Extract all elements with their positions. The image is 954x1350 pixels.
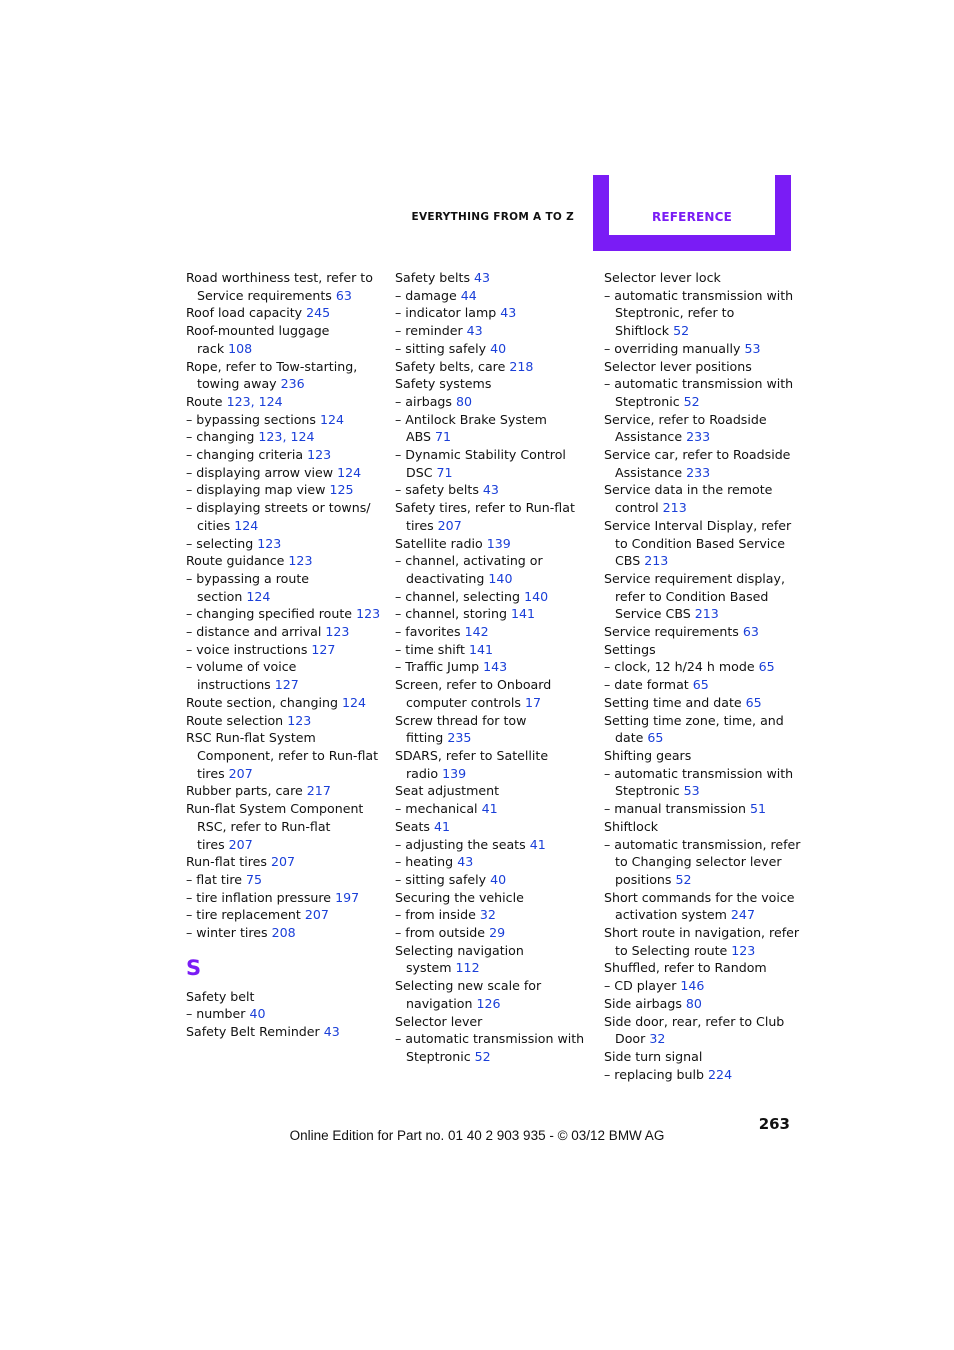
page-ref[interactable]: 52: [675, 871, 692, 887]
index-entry: Route selection 123: [186, 712, 312, 728]
index-subentry: – tire inflation pressure 197: [186, 889, 360, 905]
page-ref[interactable]: 32: [479, 907, 496, 923]
page-ref[interactable]: 247: [730, 907, 755, 923]
page-ref[interactable]: 43: [466, 323, 483, 339]
index-entry: Seats 41: [395, 818, 451, 834]
reference-tab-inner: [609, 175, 775, 235]
page-ref[interactable]: 41: [433, 818, 451, 834]
index-entry: Settings: [604, 641, 656, 657]
reference-tab-label: REFERENCE: [651, 210, 733, 224]
page-ref[interactable]: 125: [329, 482, 354, 498]
index-entry: Securing the vehicle: [395, 889, 524, 905]
page-ref[interactable]: 218: [509, 358, 534, 374]
page-ref[interactable]: 127: [311, 641, 336, 657]
index-subentry: – flat tire 75: [186, 871, 263, 887]
index-subentry: – distance and arrival 123: [186, 624, 350, 640]
index-entry: Route 123, 124: [186, 393, 283, 409]
page-ref[interactable]: 140: [488, 570, 513, 586]
page-ref[interactable]: 17: [524, 694, 542, 710]
index-subentry: – time shift 141: [395, 641, 494, 657]
section-title: EVERYTHING FROM A TO Z: [411, 211, 574, 223]
index-subentry: – channel, activating or deactivating 140: [395, 553, 543, 586]
index-subentry: – clock, 12 h/24 h mode 65: [604, 659, 775, 675]
page-ref[interactable]: 43: [482, 482, 499, 498]
index-entry: Shuffled, refer to Random: [604, 960, 767, 976]
index-entry: SDARS, refer to Satellite radio 139: [395, 747, 549, 781]
page-ref[interactable]: 213: [662, 500, 687, 516]
page-ref[interactable]: 80: [685, 995, 702, 1011]
index-subentry: – airbags 80: [395, 393, 473, 409]
index-subentry: – sitting safely 40: [395, 340, 507, 356]
index-subentry: – sitting safely 40: [395, 871, 507, 887]
page-ref[interactable]: 124: [234, 517, 259, 533]
index-entry: Safety tires, refer to Run-flat tires 207: [395, 500, 575, 533]
index-subentry: – automatic transmission with Steptronic 53: [604, 765, 794, 799]
page-ref[interactable]: 41: [529, 836, 546, 852]
page-ref[interactable]: 217: [306, 783, 331, 799]
page-ref[interactable]: 40: [249, 1006, 266, 1022]
page-ref[interactable]: 207: [228, 836, 253, 852]
page-ref[interactable]: 124: [320, 411, 345, 427]
page-ref[interactable]: 71: [435, 429, 452, 445]
page-ref[interactable]: 53: [683, 783, 700, 799]
page-ref[interactable]: 142: [464, 624, 489, 640]
index-entry: Service car, refer to Roadside Assistance 233: [604, 447, 791, 480]
index-entry: Roof-mounted luggage rack 108: [186, 323, 330, 356]
page-ref[interactable]: 235: [447, 730, 472, 746]
index-subentry: – displaying arrow view 124: [186, 464, 362, 480]
index-subentry: – reminder 43: [395, 323, 483, 339]
index-subentry: – heating 43: [395, 854, 474, 870]
page-ref[interactable]: 123: [288, 553, 313, 569]
index-entry: Selecting new scale for navigation 126: [395, 978, 542, 1011]
page-ref[interactable]: 65: [692, 677, 709, 693]
page-ref[interactable]: 123: [258, 429, 283, 445]
index-subentry: – replacing bulb 224: [604, 1066, 733, 1082]
page-ref[interactable]: 43: [474, 270, 491, 285]
index-entry: Service Interval Display, refer to Condition Based Service CBS 213: [604, 517, 792, 569]
index-subentry: – safety belts 43: [395, 482, 499, 498]
index-subentry: – displaying streets or towns/ cities 124: [186, 500, 371, 533]
index-entry: Route guidance 123: [186, 553, 313, 569]
index-subentry: – indicator lamp 43: [395, 305, 517, 321]
page-ref[interactable]: 124: [337, 464, 362, 480]
page-ref[interactable]: 207: [228, 765, 253, 781]
index-entry: Seat adjustment: [395, 783, 500, 799]
index-subentry: – volume of voice instructions 127: [186, 659, 299, 693]
index-entry: Selector lever: [395, 1013, 483, 1029]
page-ref[interactable]: 233: [686, 429, 711, 445]
index-subentry: – winter tires 208: [186, 925, 296, 941]
page-ref[interactable]: 236: [280, 376, 305, 392]
page-ref[interactable]: 123: [325, 624, 350, 640]
index-subentry: – channel, storing 141: [395, 606, 536, 622]
index-subentry: – channel, selecting 140: [395, 588, 549, 604]
page-ref[interactable]: 43: [457, 854, 474, 870]
index-entry: Side airbags 80: [604, 995, 702, 1011]
page-ref[interactable]: 63: [742, 624, 759, 640]
index-entry: Selector lever positions: [604, 358, 752, 374]
index-subentry: – from inside 32: [395, 907, 496, 923]
index-subentry: – automatic transmission with Steptronic 52: [604, 376, 794, 409]
index-subentry: – CD player 146: [604, 978, 705, 994]
page-ref[interactable]: 123: [287, 712, 312, 728]
page-ref[interactable]: 44: [460, 287, 477, 303]
index-entry: Setting time and date 65: [604, 694, 762, 710]
page-ref[interactable]: 124: [290, 429, 315, 445]
index-subentry: – changing 123, 124: [186, 429, 315, 445]
page-ref[interactable]: 213: [694, 606, 719, 622]
page-ref[interactable]: 124: [342, 694, 367, 710]
page-ref[interactable]: 233: [686, 464, 711, 480]
index-entry: Roof load capacity 245: [186, 305, 331, 321]
page-ref[interactable]: 75: [246, 871, 263, 887]
page-ref[interactable]: 123: [307, 447, 332, 463]
index-entry: Screen, refer to Onboard computer controls 17: [395, 677, 552, 710]
page-ref[interactable]: 127: [274, 677, 299, 693]
index-subentry: – Antilock Brake System ABS 71: [395, 411, 547, 445]
page-ref[interactable]: 32: [649, 1031, 666, 1047]
index-entry: Setting time zone, time, and date 65: [604, 712, 784, 746]
page-ref[interactable]: 52: [673, 323, 690, 339]
index-entry: Safety belt: [186, 988, 255, 1004]
page-ref[interactable]: 123: [226, 393, 251, 409]
index-entry: Rope, refer to Tow-starting, towing away 236: [186, 358, 358, 392]
index-entry: Route section, changing 124: [186, 694, 367, 710]
index-subentry: – number 40: [186, 1006, 266, 1022]
page-ref[interactable]: 208: [271, 925, 296, 941]
index-entry: Service requirements 63: [604, 624, 759, 640]
index-entry: Side turn signal: [604, 1048, 703, 1064]
footer-edition: Online Edition for Part no. 01 40 2 903 935 - © 03/12 BMW AG: [289, 1128, 665, 1143]
page-ref[interactable]: 140: [524, 588, 549, 604]
page-ref[interactable]: 52: [683, 393, 700, 409]
index-entry: RSC Run-flat System Component, refer to Run-flat tires 207: [186, 730, 379, 781]
index-entry: Shifting gears: [604, 747, 692, 763]
index-entry: Service, refer to Roadside Assistance 233: [604, 411, 767, 445]
page-ref[interactable]: 43: [323, 1024, 340, 1040]
index-entry: Service requirement display, refer to Condition Based Service CBS 213: [604, 570, 785, 622]
index-letter-heading: S: [186, 955, 202, 980]
page-ref[interactable]: 40: [490, 340, 507, 356]
index-entry: Shiftlock: [604, 818, 659, 834]
page-ref[interactable]: 124: [258, 393, 283, 409]
index-subentry: – automatic transmission, refer to Changing selector lever positions 52: [604, 836, 801, 887]
index-entry: Safety belts 43: [395, 270, 491, 285]
page-ref[interactable]: 139: [442, 765, 467, 781]
index-subentry: – adjusting the seats 41: [395, 836, 546, 852]
index-entry: Run-flat tires 207: [186, 854, 295, 870]
index-subentry: – voice instructions 127: [186, 641, 336, 657]
index-entry: Satellite radio 139: [395, 535, 511, 551]
page-ref[interactable]: 207: [304, 907, 329, 923]
index-subentry: – mechanical 41: [395, 801, 498, 817]
page-ref[interactable]: 207: [270, 854, 295, 870]
index-subentry: – favorites 142: [395, 624, 489, 640]
index-entry: Rubber parts, care 217: [186, 783, 331, 799]
index-column-3: [604, 269, 804, 1083]
index-subentry: – Traffic Jump 143: [395, 659, 508, 675]
index-entry: Selector lever lock: [604, 270, 721, 285]
page-ref[interactable]: 51: [749, 801, 766, 817]
page-ref[interactable]: 224: [708, 1066, 733, 1082]
page-ref[interactable]: 245: [306, 305, 331, 321]
index-subentry: – displaying map view 125: [186, 482, 354, 498]
index-subentry: – damage 44: [395, 287, 477, 303]
page-ref[interactable]: 80: [455, 393, 473, 409]
page-ref[interactable]: 207: [437, 517, 462, 533]
page-ref[interactable]: 146: [680, 978, 705, 994]
page-ref[interactable]: 124: [246, 588, 271, 604]
page-ref[interactable]: 63: [335, 287, 352, 303]
page-ref[interactable]: 53: [744, 340, 761, 356]
page-ref[interactable]: 40: [490, 871, 507, 887]
index-column-2: [395, 269, 595, 1066]
page-ref[interactable]: 197: [335, 889, 360, 905]
page-ref[interactable]: 112: [455, 960, 480, 976]
index-subentry: – automatic transmission with Steptronic, refer to Shiftlock 52: [604, 287, 794, 339]
index-subentry: – changing specified route 123: [186, 606, 381, 622]
index-entry: Short route in navigation, refer to Selecting route 123: [604, 925, 800, 958]
page-ref[interactable]: 43: [500, 305, 517, 321]
index-subentry: – automatic transmission with Steptronic 52: [395, 1031, 585, 1064]
index-subentry: – from outside 29: [395, 925, 506, 941]
index-entry: Safety belts, care 218: [395, 358, 534, 374]
page-number: 263: [758, 1115, 790, 1133]
index-subentry: – changing criteria 123: [186, 447, 332, 463]
page-ref[interactable]: 126: [476, 995, 501, 1011]
page-ref[interactable]: 65: [647, 730, 664, 746]
index-entry: Run-flat System Component RSC, refer to Run-flat tires 207: [186, 801, 364, 852]
page-ref[interactable]: 65: [758, 659, 775, 675]
page-ref[interactable]: 139: [486, 535, 511, 551]
index-entry: Safety systems: [395, 376, 492, 392]
page-ref[interactable]: 52: [474, 1048, 491, 1064]
index-entry: Selecting navigation system 112: [395, 942, 524, 976]
index-subentry: – Dynamic Stability Control DSC 71: [395, 447, 566, 480]
index-subentry: – tire replacement 207: [186, 907, 329, 923]
page-ref[interactable]: 141: [511, 606, 536, 622]
index-column-1: [186, 269, 386, 1041]
index-entry: Service data in the remote control 213: [604, 482, 773, 516]
page-ref[interactable]: 141: [468, 641, 494, 657]
index-entry: Road worthiness test, refer to Service requirements 63: [186, 270, 373, 303]
page-ref[interactable]: 123: [356, 606, 381, 622]
page-ref[interactable]: 29: [489, 925, 506, 941]
index-subentry: – overriding manually 53: [604, 340, 761, 356]
index-subentry: – date format 65: [604, 677, 709, 693]
index-entry: Short commands for the voice activation system 247: [604, 889, 795, 923]
index-subentry: – bypassing sections 124: [186, 411, 345, 427]
index-subentry: – bypassing a route section 124: [186, 570, 310, 604]
page-ref[interactable]: 213: [644, 553, 669, 569]
page-ref[interactable]: 108: [228, 340, 253, 356]
page-ref[interactable]: 71: [436, 464, 453, 480]
page-ref[interactable]: 123: [731, 942, 756, 958]
index-subentry: – manual transmission 51: [604, 801, 766, 817]
page-ref[interactable]: 143: [483, 659, 508, 675]
page-ref[interactable]: 65: [745, 694, 762, 710]
page-ref[interactable]: 123: [257, 535, 282, 551]
index-subentry: – selecting 123: [186, 535, 282, 551]
index-entry: Side door, rear, refer to Club Door 32: [604, 1013, 785, 1047]
index-entry: Screw thread for tow fitting 235: [395, 712, 527, 746]
page-ref[interactable]: 41: [481, 801, 498, 817]
index-entry: Safety Belt Reminder 43: [186, 1024, 340, 1040]
